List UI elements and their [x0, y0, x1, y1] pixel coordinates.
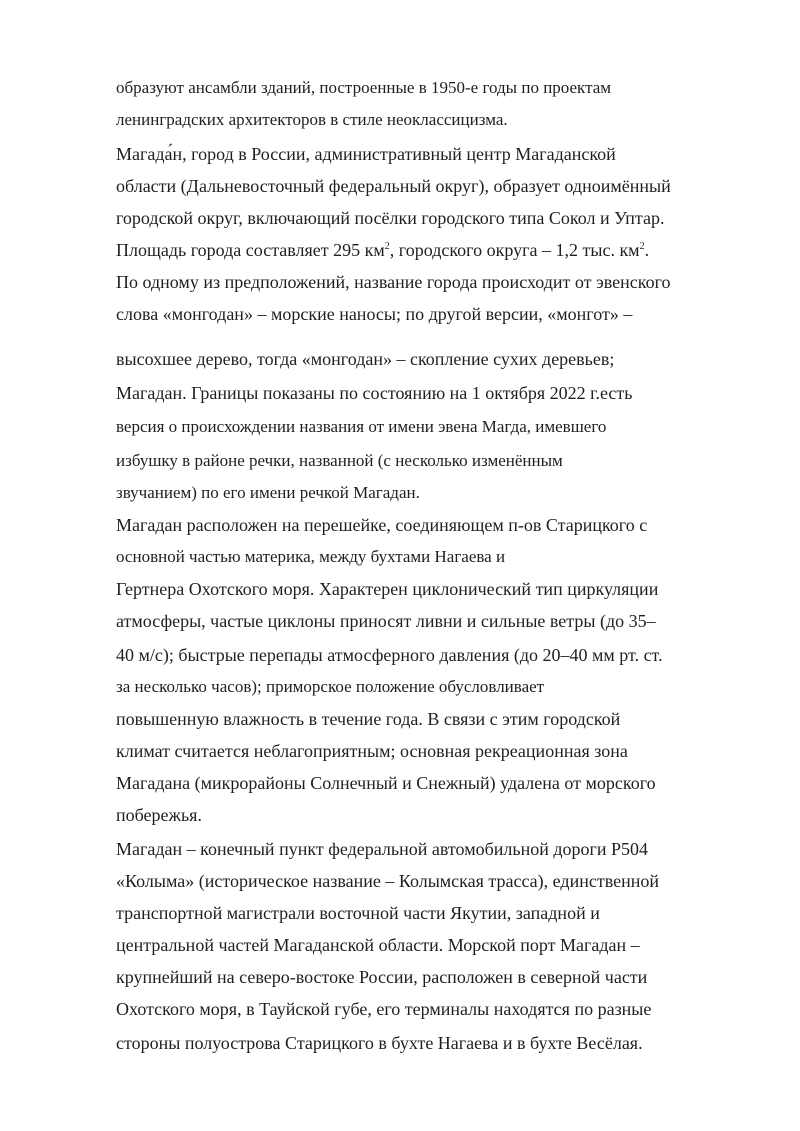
- text-line: По одному из предположений, название города происходит от эвенского: [116, 272, 671, 292]
- text-line: атмосферы, частые циклоны приносят ливни и сильные ветры (до 35–: [116, 611, 656, 631]
- text-line: климат считается неблагоприятным; основная рекреационная зона: [116, 741, 628, 761]
- text-line: Магадана (микрорайоны Солнечный и Снежный) удалена от морского: [116, 773, 656, 793]
- text-line: центральной частей Магаданской области. Морской порт Магадан –: [116, 935, 640, 955]
- text-line: Магада́н, город в России, административный центр Магаданской: [116, 144, 616, 164]
- text-line: побережья.: [116, 805, 202, 825]
- text-line: крупнейший на северо-востоке России, расположен в северной части: [116, 967, 648, 987]
- text-line: [116, 239, 649, 261]
- text-line: ленинградских архитекторов в стиле неоклассицизма.: [116, 110, 508, 129]
- text-line: области (Дальневосточный федеральный округ), образует одноимённый: [116, 176, 671, 196]
- text-line: основной частью материка, между бухтами Нагаева и: [116, 547, 506, 566]
- text-line: транспортной магистрали восточной части Якутии, западной и: [116, 903, 600, 923]
- text-line: избушку в районе речки, названной (с несколько изменённым: [116, 451, 563, 470]
- text-line: стороны полуострова Старицкого в бухте Нагаева и в бухте Весёлая.: [116, 1033, 643, 1053]
- text-line: образуют ансамбли зданий, построенные в 1950-е годы по проектам: [116, 78, 612, 97]
- text-segment: .: [644, 240, 650, 260]
- superscript: 2: [639, 241, 645, 252]
- text-line: версия о происхождении названия от имени эвена Магда, имевшего: [116, 417, 607, 436]
- text-line: высохшее дерево, тогда «монгодан» – скопление сухих деревьев;: [116, 349, 615, 369]
- text-line: звучанием) по его имени речкой Магадан.: [116, 483, 420, 502]
- text-line: слова «монгодан» – морские наносы; по другой версии, «монгот» –: [116, 304, 633, 324]
- text-line: Гертнера Охотского моря. Характерен циклонический тип циркуляции: [116, 579, 659, 599]
- text-line: Охотского моря, в Тауйской губе, его терминалы находятся по разные: [116, 999, 652, 1019]
- text-line: повышенную влажность в течение года. В связи с этим городской: [116, 709, 621, 729]
- text-line: 40 м/с); быстрые перепады атмосферного давления (до 20–40 мм рт. ст.: [116, 645, 663, 665]
- text-line: Магадан расположен на перешейке, соединяющем п-ов Старицкого с: [116, 515, 648, 535]
- text-line: городской округ, включающий посёлки городского типа Сокол и Уптар.: [116, 208, 665, 228]
- superscript: 2: [384, 241, 390, 252]
- text-line: за несколько часов); приморское положение обусловливает: [116, 677, 545, 696]
- text-line: Магадан. Границы показаны по состоянию на 1 октября 2022 г.есть: [116, 383, 633, 403]
- text-line: «Колыма» (историческое название – Колымская трасса), единственной: [116, 871, 659, 891]
- text-segment: , городского округа – 1,2 тыс. км: [389, 240, 640, 260]
- text-segment: Площадь города составляет 295 км: [116, 240, 385, 260]
- text-line: Магадан – конечный пункт федеральной автомобильной дороги Р504: [116, 839, 649, 859]
